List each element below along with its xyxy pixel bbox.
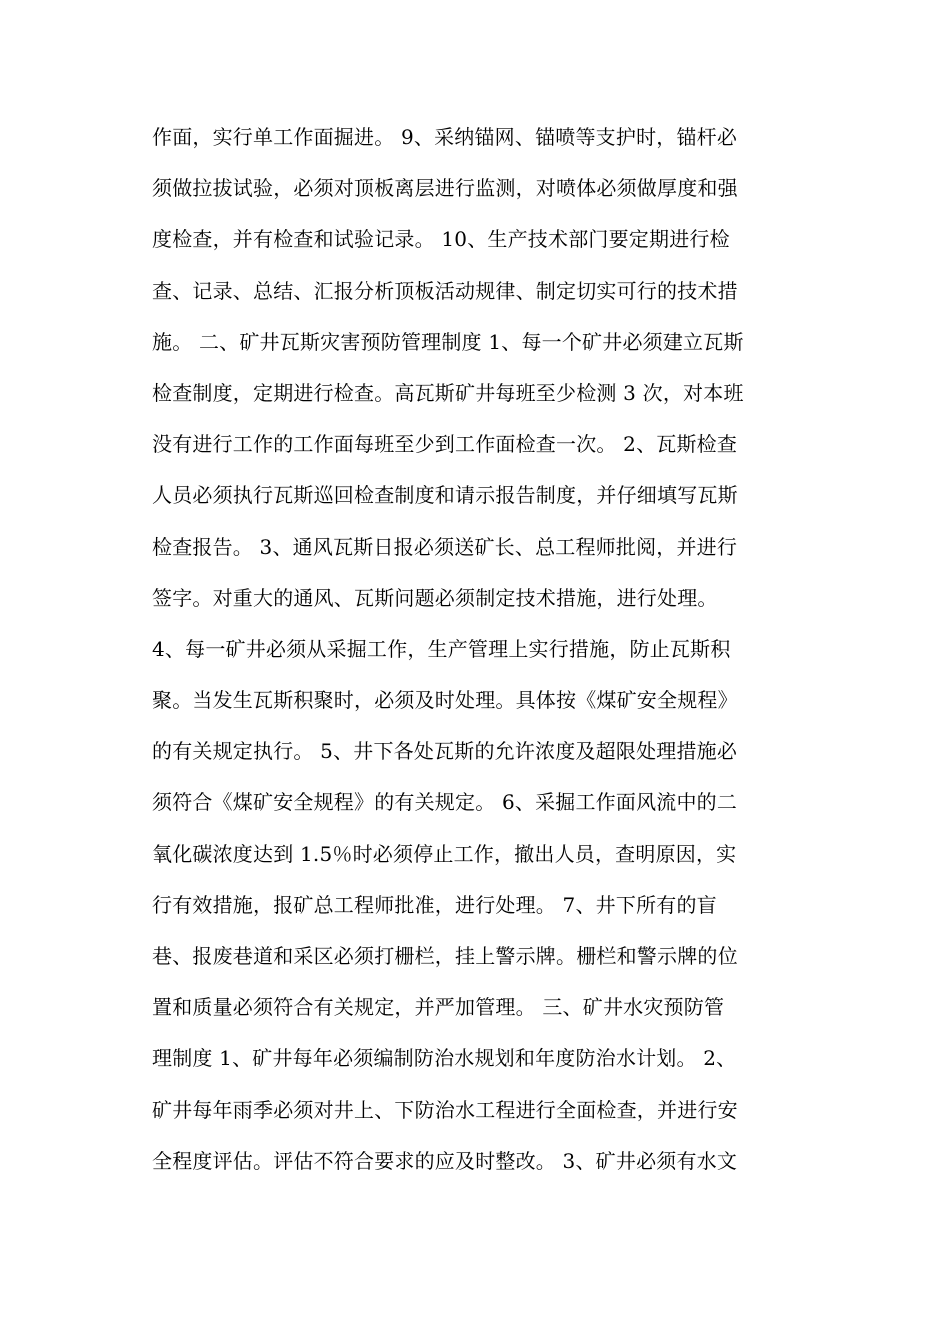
text-line: 作面，实行单工作面掘进。 9、采纳锚网、锚喷等支护时，锚杆必	[152, 125, 738, 149]
text-line: 查、记录、总结、汇报分析顶板活动规律、制定切实可行的技术措	[152, 278, 738, 303]
text-line: 4、每一矿井必须从采掘工作，生产管理上实行措施，防止瓦斯积	[152, 636, 731, 661]
text-line: 氧化碳浓度达到 1.5％时必须停止工作，撤出人员，查明原因，实	[152, 841, 737, 866]
body-text	[152, 112, 812, 1187]
text-line: 须符合《煤矿安全规程》的有关规定。 6、采掘工作面风流中的二	[152, 790, 738, 815]
text-line: 施。 二、矿井瓦斯灾害预防管理制度 1、每一个矿井必须建立瓦斯	[152, 329, 744, 354]
text-line: 矿井每年雨季必须对井上、下防治水工程进行全面检查，并进行安	[152, 1097, 738, 1122]
text-line: 须做拉拔试验，必须对顶板离层进行监测，对喷体必须做厚度和强	[152, 176, 738, 201]
text-line: 行有效措施，报矿总工程师批准，进行处理。 7、井下所有的盲	[152, 892, 717, 917]
text-line: 的有关规定执行。 5、井下各处瓦斯的允许浓度及超限处理措施必	[152, 739, 738, 764]
text-line: 签字。对重大的通风、瓦斯问题必须制定技术措施，进行处理。	[152, 585, 718, 610]
text-line: 置和质量必须符合有关规定，并严加管理。 三、矿井水灾预防管	[152, 995, 725, 1020]
text-line: 人员必须执行瓦斯巡回检查制度和请示报告制度，并仔细填写瓦斯	[152, 483, 738, 508]
text-line: 巷、报废巷道和采区必须打栅栏，挂上警示牌。栅栏和警示牌的位	[152, 944, 738, 968]
text-line: 理制度 1、矿井每年必须编制防治水规划和年度防治水计划。 2、	[152, 1046, 737, 1071]
text-line: 度检查，并有检查和试验记录。 10、生产技术部门要定期进行检	[152, 227, 730, 252]
text-line: 检查制度，定期进行检查。高瓦斯矿井每班至少检测 3 次，对本班	[152, 380, 744, 405]
text-line: 没有进行工作的工作面每班至少到工作面检查一次。 2、瓦斯检查	[152, 432, 738, 457]
text-line: 全程度评估。评估不符合要求的应及时整改。 3、矿井必须有水文	[152, 1148, 738, 1173]
text-line: 检查报告。 3、通风瓦斯日报必须送矿长、总工程师批阅，并进行	[152, 534, 738, 559]
text-line: 聚。当发生瓦斯积聚时，必须及时处理。具体按《煤矿安全规程》	[152, 688, 738, 713]
